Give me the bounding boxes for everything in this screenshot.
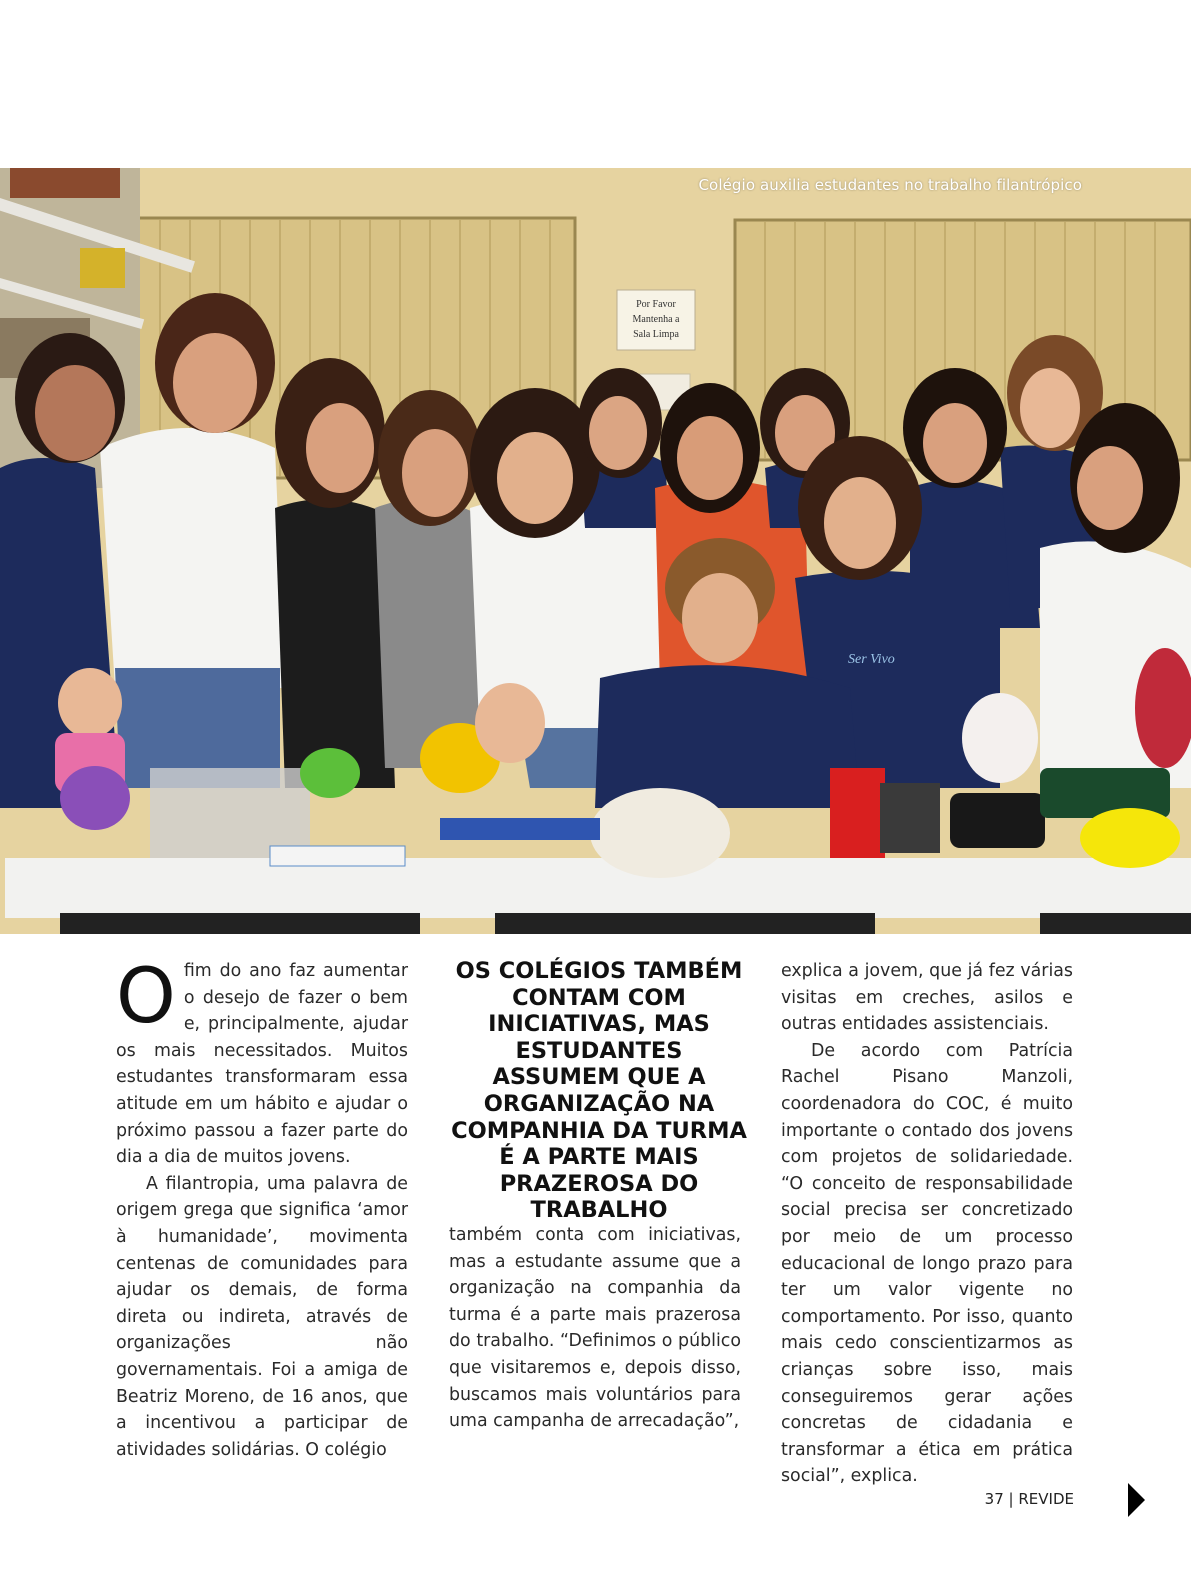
article-column-2: [449, 1222, 741, 1435]
paragraph: [116, 951, 408, 1171]
next-page-arrow-icon[interactable]: [1128, 1483, 1145, 1517]
photo-caption: Colégio auxilia estudantes no trabalho filantrópico: [698, 176, 1082, 194]
svg-text:Por Favor: Por Favor: [636, 299, 676, 310]
photo-illustration: [0, 168, 1191, 934]
pull-quote: OS COLÉGIOS TAMBÉM CONTAM COM INICIATIVAS, MAS ESTUDANTES ASSUMEM QUE A ORGANIZAÇÃO NA COMPANHIA DA TURMA É A PARTE MAIS PRAZEROSA DO TRABALHO: [451, 958, 747, 1224]
group-photo: [0, 168, 1191, 934]
paragraph-text: também conta com iniciativas, mas a estudante assume que a organização na companhia da turma é a parte mais prazerosa do trabalho. “Definimos o público que visitaremos e, depois disso, buscamos mais voluntários para uma campanha de arrecadação”,: [449, 1225, 741, 1432]
article-column-3: [781, 958, 1073, 1490]
svg-text:Mantenha a: Mantenha a: [632, 314, 680, 325]
paragraph-text: fim do ano faz aumentar o desejo de fazer o bem e, principalmente, ajudar os mais necessitados. Muitos estudantes transformaram essa atitude em um hábito e ajudar o próximo passou a fazer parte do dia a dia de muitos jovens.: [116, 961, 408, 1168]
paragraph-text: A filantropia, uma palavra de origem grega que significa ‘amor à humanidade’, movimenta centenas de comunidades para ajudar os demais, de forma direta ou indireta, através de organizações não governamentais. Foi a amiga de Beatriz Moreno, de 16 anos, que a incentivou a participar de atividades solidárias. O colégio: [116, 1173, 408, 1460]
magazine-name: REVIDE: [1018, 1490, 1074, 1508]
svg-text:Ser Vivo: Ser Vivo: [848, 652, 895, 667]
article-column-1: [116, 951, 408, 1463]
folio-separator: |: [1008, 1490, 1014, 1508]
paragraph-text: explica a jovem, que já fez várias visitas em creches, asilos e outras entidades assistenciais.: [781, 961, 1073, 1035]
paragraph-text: De acordo com Patrícia Rachel Pisano Manzoli, coordenadora do COC, é muito importante o contado dos jovens com projetos de solidariedade. “O conceito de responsabilidade social precisa ser concretizado por meio de um processo educacional de longo prazo para ter um valor vigente no comportamento. Por isso, quanto mais cedo conscientizarmos as crianças sobre isso, mais conseguiremos gerar ações concretas de cidadania e transformar a ética em prática social”, explica.: [781, 1040, 1073, 1487]
page-folio: [985, 1490, 1074, 1508]
svg-text:Sala Limpa: Sala Limpa: [633, 329, 679, 340]
page-number: 37: [984, 1490, 1004, 1508]
drop-cap: O: [116, 951, 176, 1040]
